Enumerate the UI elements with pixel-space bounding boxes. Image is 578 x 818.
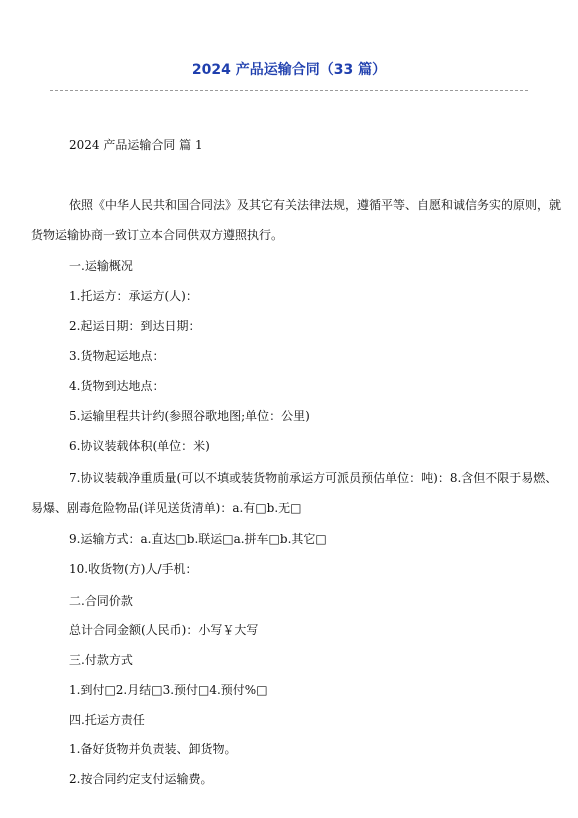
paragraph-item: 1.到付□2.月结□3.预付□4.预付%□: [69, 683, 268, 697]
title-divider: [50, 90, 528, 91]
paragraph-heading: 四.托运方责任: [69, 713, 145, 727]
paragraph-line: 货物运输协商一致订立本合同供双方遵照执行。: [31, 228, 284, 242]
paragraph-item: 3.货物起运地点：: [69, 349, 165, 363]
paragraph-line: 依照《中华人民共和国合同法》及其它有关法律法规，遵循平等、自愿和诚信务实的原则，就: [69, 198, 562, 212]
paragraph-line: 7.协议装载净重质量(可以不填或装货物前承运方可派员预估单位：吨)：8.含但不限于易燃、: [69, 471, 558, 485]
paragraph-item: 1.托运方：承运方(人)：: [69, 289, 198, 303]
paragraph-heading: 二.合同价款: [69, 594, 133, 608]
paragraph-heading: 三.付款方式: [69, 653, 133, 667]
paragraph-item: 10.收货物(方)人/手机：: [69, 562, 198, 576]
document-title: 2024 产品运输合同（33 篇）: [191, 62, 387, 78]
paragraph-item: 4.货物到达地点：: [69, 379, 165, 393]
section-heading: 2024 产品运输合同 篇 1: [69, 138, 203, 152]
paragraph-item: 6.协议装载体积(单位：米): [69, 439, 210, 453]
paragraph-item: 2.起运日期：到达日期：: [69, 319, 201, 333]
paragraph-heading: 一.运输概况: [69, 259, 133, 273]
paragraph-item: 5.运输里程共计约(参照谷歌地图;单位：公里): [69, 409, 310, 423]
paragraph-item: 2.按合同约定支付运输费。: [69, 772, 213, 786]
paragraph-item: 1.备好货物并负责装、卸货物。: [69, 742, 237, 756]
paragraph-intro: [31, 190, 562, 250]
paragraph-item: [31, 463, 558, 523]
paragraph-line: 易爆、剧毒危险物品(详见送货清单)：a.有□b.无□: [31, 501, 302, 515]
paragraph-item: 总计合同金额(人民币)：小写￥大写: [69, 623, 259, 637]
paragraph-item: 9.运输方式：a.直达□b.联运□a.拼车□b.其它□: [69, 532, 327, 546]
